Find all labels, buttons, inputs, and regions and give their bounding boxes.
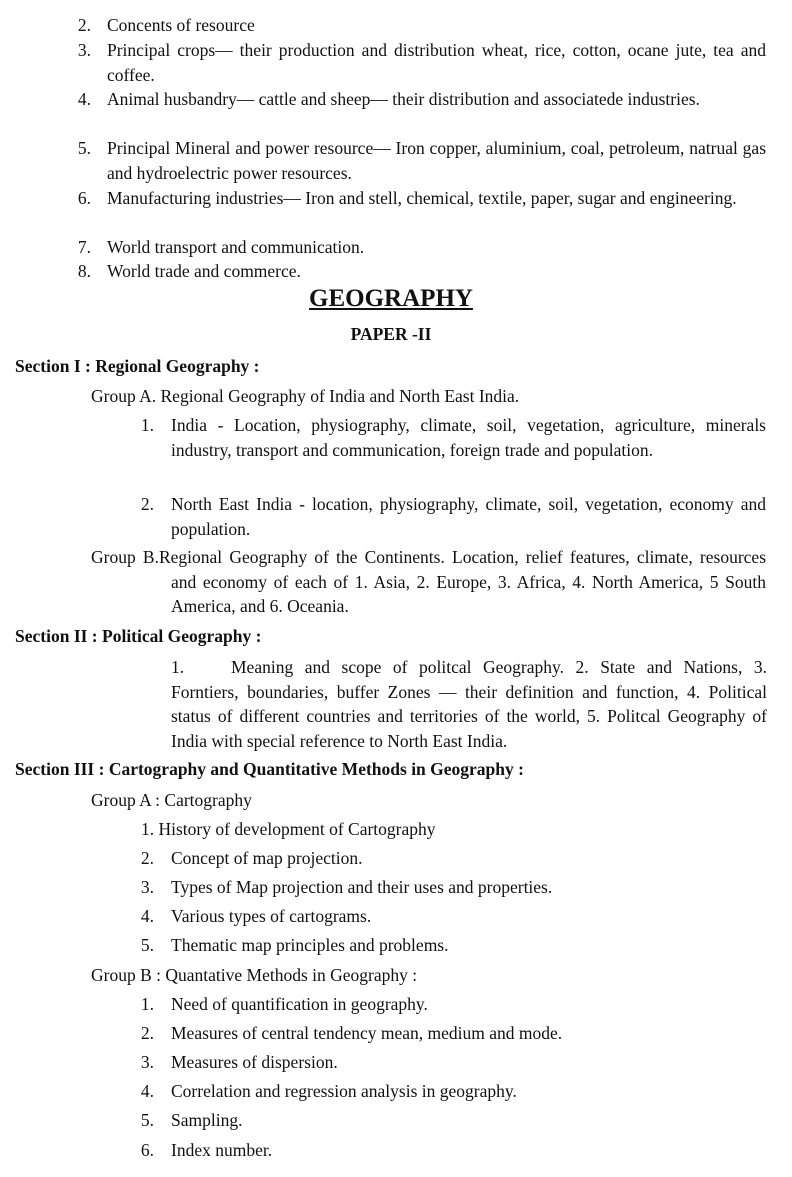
list-item: Correlation and regression analysis in geography.: [171, 1081, 517, 1101]
list-item: Measures of dispersion.: [171, 1052, 338, 1072]
list-item: India - Location, physiography, climate, soil, vegetation, agriculture, minerals industry, transport and communication, foreign trade and population.: [171, 415, 766, 460]
paper-subtitle: PAPER -II: [350, 324, 432, 344]
section-1-group-a: Group A. Regional Geography of India and North East India.: [91, 386, 520, 406]
group-b-text: Regional Geography of the Continents. Location, relief features, climate, resources and economy of each of 1. Asia, 2. Europe, 3. Africa, 4. North America, 5 South America, and 6. Oceania.: [158, 547, 767, 616]
list-item: World trade and commerce.: [107, 261, 301, 281]
list-number: 5.: [140, 935, 154, 955]
list-number: 1.: [140, 415, 154, 435]
list-item: Sampling.: [171, 1110, 243, 1130]
section-2-paragraph: [171, 655, 767, 753]
section-3-group-a: Group A : Cartography: [91, 790, 252, 810]
list-item: Thematic map principles and problems.: [171, 935, 449, 955]
list-number: 1.: [140, 994, 154, 1014]
list-number: 3.: [140, 877, 154, 897]
list-item: Principal Mineral and power resource— Iron copper, aluminium, coal, petroleum, natrual gas and hydroelectric power resources.: [107, 138, 766, 183]
section-1-group-b: [91, 545, 766, 619]
list-number: 5.: [77, 138, 91, 158]
list-number: 2.: [140, 1023, 154, 1043]
list-number: 8.: [77, 261, 91, 281]
list-number: 3.: [77, 40, 91, 60]
list-number: 2.: [140, 848, 154, 868]
list-item: Manufacturing industries— Iron and stell, chemical, textile, paper, sugar and engineering.: [107, 188, 737, 208]
list-number: 6.: [140, 1140, 154, 1160]
section-3-group-b: Group B : Quantative Methods in Geography :: [91, 965, 418, 985]
list-number: 4.: [140, 906, 154, 926]
list-number: 3.: [140, 1052, 154, 1072]
list-number: 6.: [77, 188, 91, 208]
list-number: 5.: [140, 1110, 154, 1130]
list-item: North East India - location, physiography, climate, soil, vegetation, economy and population.: [171, 494, 766, 539]
list-item: 1. History of development of Cartography: [141, 819, 436, 839]
list-item: Index number.: [171, 1140, 273, 1160]
section-1-heading: Section I : Regional Geography :: [15, 356, 260, 376]
list-item: Animal husbandry— cattle and sheep— their distribution and associatede industries.: [107, 89, 700, 109]
list-number: 7.: [77, 237, 91, 257]
list-item: Types of Map projection and their uses and properties.: [171, 877, 553, 897]
list-number: 1.: [171, 657, 185, 677]
section-2-text: Meaning and scope of politcal Geography. 2. State and Nations, 3. Forntiers, boundaries, buffer Zones — their definition and function, 4. Political status of different countries and territories of the world, 5. Politcal Geography of India with special reference to North East India.: [171, 657, 767, 751]
list-number: 2.: [140, 494, 154, 514]
page-title: GEOGRAPHY: [309, 285, 473, 312]
group-b-lead: Group B.: [91, 547, 159, 567]
list-number: 4.: [140, 1081, 154, 1101]
list-number: 2.: [77, 15, 91, 35]
list-item: Measures of central tendency mean, medium and mode.: [171, 1023, 563, 1043]
section-2-heading: Section II : Political Geography :: [15, 626, 262, 646]
list-item: Need of quantification in geography.: [171, 994, 428, 1014]
list-item: Concents of resource: [107, 15, 255, 35]
list-item: World transport and communication.: [107, 237, 365, 257]
section-3-heading: Section III : Cartography and Quantitative Methods in Geography :: [15, 759, 524, 779]
list-item: Concept of map projection.: [171, 848, 363, 868]
list-item: Various types of cartograms.: [171, 906, 372, 926]
list-number: 4.: [77, 89, 91, 109]
list-item: Principal crops— their production and distribution wheat, rice, cotton, ocane jute, tea and coffee.: [107, 40, 766, 85]
